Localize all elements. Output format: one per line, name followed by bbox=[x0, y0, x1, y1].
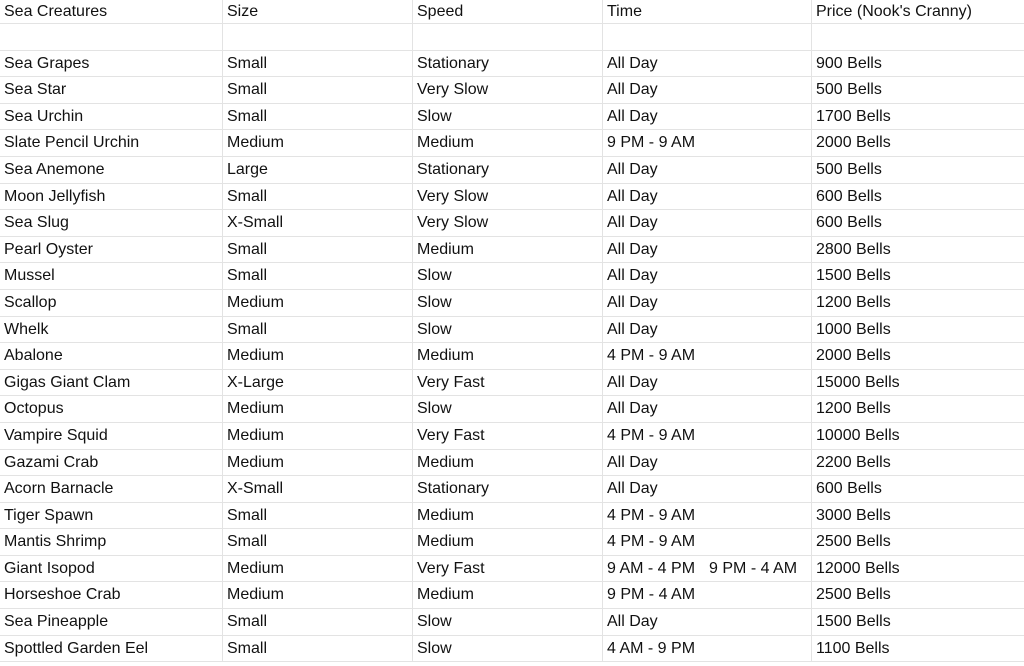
cell-creature[interactable] bbox=[0, 263, 223, 289]
empty-row bbox=[0, 24, 1024, 51]
table-row bbox=[0, 370, 1024, 397]
cell-size[interactable] bbox=[223, 343, 413, 369]
cell-speed-text: Stationary bbox=[417, 54, 490, 72]
cell-creature[interactable] bbox=[0, 556, 223, 582]
header-time[interactable]: Time bbox=[603, 0, 812, 23]
cell-speed-text: Medium bbox=[417, 506, 474, 524]
cell-price[interactable] bbox=[812, 529, 1024, 555]
table-row bbox=[0, 609, 1024, 636]
cell-time[interactable] bbox=[603, 450, 812, 476]
cell-speed-text: Slow bbox=[417, 613, 452, 631]
cell-size[interactable] bbox=[223, 184, 413, 210]
cell-size-text: Small bbox=[227, 320, 268, 338]
cell-creature[interactable] bbox=[0, 210, 223, 236]
cell-price[interactable] bbox=[812, 290, 1024, 316]
cell-size-text: Medium bbox=[227, 293, 284, 311]
cell-price-text: 1700 Bells bbox=[816, 107, 891, 125]
table-row bbox=[0, 77, 1024, 104]
cell-speed[interactable] bbox=[413, 582, 603, 608]
cell-creature[interactable] bbox=[0, 104, 223, 130]
cell-creature-text: Sea Slug bbox=[4, 214, 69, 232]
cell-creature[interactable] bbox=[0, 450, 223, 476]
cell-size[interactable] bbox=[223, 370, 413, 396]
cell-price-text: 500 Bells bbox=[816, 81, 882, 99]
header-row bbox=[0, 0, 1024, 24]
cell-creature-text: Spottled Garden Eel bbox=[4, 639, 149, 657]
cell-size[interactable] bbox=[223, 104, 413, 130]
cell-size-text: Small bbox=[227, 107, 268, 125]
cell-price[interactable] bbox=[812, 396, 1024, 422]
table-row bbox=[0, 450, 1024, 477]
cell-speed[interactable] bbox=[413, 370, 603, 396]
cell-creature-text: Sea Pineapple bbox=[4, 613, 109, 631]
cell-speed-text: Very Slow bbox=[417, 81, 489, 99]
table-body bbox=[0, 51, 1024, 663]
cell-speed-text: Very Fast bbox=[417, 559, 485, 577]
cell-price-text: 900 Bells bbox=[816, 54, 882, 72]
cell-price[interactable] bbox=[812, 184, 1024, 210]
cell-speed[interactable] bbox=[413, 423, 603, 449]
cell-creature[interactable] bbox=[0, 423, 223, 449]
cell-time-text: All Day bbox=[607, 480, 658, 498]
table-row bbox=[0, 556, 1024, 583]
cell-creature-text: Gigas Giant Clam bbox=[4, 373, 131, 391]
cell-creature-text: Moon Jellyfish bbox=[4, 187, 106, 205]
cell-time-text: All Day bbox=[607, 320, 658, 338]
cell-price[interactable] bbox=[812, 157, 1024, 183]
cell-speed-text: Stationary bbox=[417, 480, 490, 498]
cell-creature-text: Horseshoe Crab bbox=[4, 586, 121, 604]
header-speed[interactable]: Speed bbox=[413, 0, 603, 23]
cell-time-text: All Day bbox=[607, 293, 658, 311]
cell-creature-text: Gazami Crab bbox=[4, 453, 99, 471]
cell-time[interactable] bbox=[603, 290, 812, 316]
cell-speed[interactable] bbox=[413, 503, 603, 529]
cell-creature-text: Abalone bbox=[4, 347, 63, 365]
table-row bbox=[0, 51, 1024, 78]
cell-time[interactable] bbox=[603, 636, 812, 662]
cell-creature-text: Vampire Squid bbox=[4, 426, 108, 444]
cell-price-text: 10000 Bells bbox=[816, 426, 900, 444]
cell-price-text: 2500 Bells bbox=[816, 586, 891, 604]
cell-time[interactable] bbox=[603, 503, 812, 529]
cell-size[interactable] bbox=[223, 556, 413, 582]
cell-creature-text: Pearl Oyster bbox=[4, 240, 93, 258]
cell-time[interactable] bbox=[603, 51, 812, 77]
cell-speed[interactable] bbox=[413, 290, 603, 316]
cell-time-text: 9 AM - 4 PM bbox=[607, 559, 696, 577]
cell-price[interactable] bbox=[812, 370, 1024, 396]
cell-size-text: Small bbox=[227, 613, 268, 631]
cell-speed[interactable] bbox=[413, 130, 603, 156]
cell-size-text: Medium bbox=[227, 453, 284, 471]
cell-creature[interactable] bbox=[0, 370, 223, 396]
cell-creature[interactable] bbox=[0, 343, 223, 369]
cell-creature-text: Octopus bbox=[4, 400, 64, 418]
cell-time[interactable] bbox=[603, 157, 812, 183]
table-row bbox=[0, 529, 1024, 556]
cell-price[interactable] bbox=[812, 636, 1024, 662]
cell-time-text: 4 PM - 9 AM bbox=[607, 506, 696, 524]
cell-creature-text: Sea Grapes bbox=[4, 54, 90, 72]
cell-price[interactable] bbox=[812, 210, 1024, 236]
cell-price-text: 2000 Bells bbox=[816, 134, 891, 152]
cell-size[interactable] bbox=[223, 423, 413, 449]
cell-time-text: All Day bbox=[607, 187, 658, 205]
cell-size-text: Small bbox=[227, 506, 268, 524]
cell-speed[interactable] bbox=[413, 263, 603, 289]
cell-speed-text: Very Fast bbox=[417, 426, 485, 444]
cell-speed-text: Very Slow bbox=[417, 187, 489, 205]
table-row bbox=[0, 237, 1024, 264]
cell-speed-text: Slow bbox=[417, 293, 452, 311]
cell-price-text: 2800 Bells bbox=[816, 240, 891, 258]
cell-creature[interactable] bbox=[0, 503, 223, 529]
cell-price-text: 2500 Bells bbox=[816, 533, 891, 551]
cell-speed-text: Slow bbox=[417, 400, 452, 418]
cell-time-text: All Day bbox=[607, 107, 658, 125]
table-row bbox=[0, 396, 1024, 423]
cell-creature[interactable] bbox=[0, 51, 223, 77]
cell-time-text: 9 PM - 4 AM bbox=[607, 586, 696, 604]
cell-speed[interactable] bbox=[413, 210, 603, 236]
cell-time[interactable] bbox=[603, 370, 812, 396]
cell-speed-text: Medium bbox=[417, 240, 474, 258]
cell-creature-text: Sea Urchin bbox=[4, 107, 84, 125]
cell-time[interactable] bbox=[603, 317, 812, 343]
cell-time[interactable] bbox=[603, 423, 812, 449]
empty-cell[interactable] bbox=[223, 24, 413, 50]
cell-size-text: Small bbox=[227, 267, 268, 285]
cell-creature-text: Mussel bbox=[4, 267, 55, 285]
cell-speed[interactable] bbox=[413, 184, 603, 210]
cell-size-text: X-Small bbox=[227, 214, 284, 232]
empty-cell[interactable] bbox=[812, 24, 1024, 50]
cell-speed-text: Stationary bbox=[417, 160, 490, 178]
cell-time-text: All Day bbox=[607, 373, 658, 391]
cell-size[interactable] bbox=[223, 51, 413, 77]
cell-speed-text: Slow bbox=[417, 107, 452, 125]
cell-size[interactable] bbox=[223, 130, 413, 156]
cell-creature[interactable] bbox=[0, 157, 223, 183]
cell-price[interactable] bbox=[812, 423, 1024, 449]
cell-time[interactable] bbox=[603, 104, 812, 130]
cell-time[interactable] bbox=[603, 237, 812, 263]
cell-creature-text: Mantis Shrimp bbox=[4, 533, 107, 551]
cell-time-text: All Day bbox=[607, 453, 658, 471]
cell-time-text: All Day bbox=[607, 240, 658, 258]
cell-time[interactable] bbox=[603, 184, 812, 210]
cell-size-text: Medium bbox=[227, 134, 284, 152]
cell-creature-text: Scallop bbox=[4, 293, 57, 311]
empty-cell[interactable] bbox=[0, 24, 223, 50]
cell-price[interactable] bbox=[812, 343, 1024, 369]
cell-size[interactable] bbox=[223, 636, 413, 662]
cell-price[interactable] bbox=[812, 104, 1024, 130]
cell-speed[interactable] bbox=[413, 396, 603, 422]
cell-time-text: 4 PM - 9 AM bbox=[607, 347, 696, 365]
cell-size-text: Medium bbox=[227, 559, 284, 577]
cell-time-text: All Day bbox=[607, 613, 658, 631]
cell-time[interactable] bbox=[603, 529, 812, 555]
cell-size[interactable] bbox=[223, 263, 413, 289]
cell-price-text: 500 Bells bbox=[816, 160, 882, 178]
cell-speed[interactable] bbox=[413, 636, 603, 662]
cell-time[interactable] bbox=[603, 556, 812, 582]
cell-creature[interactable] bbox=[0, 636, 223, 662]
cell-creature[interactable] bbox=[0, 130, 223, 156]
cell-time[interactable] bbox=[603, 609, 812, 635]
cell-time-text: All Day bbox=[607, 54, 658, 72]
cell-creature-text: Sea Star bbox=[4, 81, 67, 99]
cell-price-text: 600 Bells bbox=[816, 480, 882, 498]
header-sea-creatures[interactable]: Sea Creatures bbox=[0, 0, 223, 23]
cell-price-text: 1500 Bells bbox=[816, 613, 891, 631]
cell-time-text: All Day bbox=[607, 214, 658, 232]
cell-size-text: Small bbox=[227, 81, 268, 99]
cell-size-text: Medium bbox=[227, 586, 284, 604]
cell-speed[interactable] bbox=[413, 51, 603, 77]
cell-size[interactable] bbox=[223, 237, 413, 263]
cell-creature[interactable] bbox=[0, 609, 223, 635]
cell-size[interactable] bbox=[223, 157, 413, 183]
cell-speed[interactable] bbox=[413, 529, 603, 555]
table-row bbox=[0, 104, 1024, 131]
cell-size-text: Medium bbox=[227, 426, 284, 444]
cell-speed[interactable] bbox=[413, 476, 603, 502]
cell-speed[interactable] bbox=[413, 450, 603, 476]
table-row bbox=[0, 476, 1024, 503]
cell-speed-text: Medium bbox=[417, 453, 474, 471]
cell-speed-text: Slow bbox=[417, 320, 452, 338]
cell-creature[interactable] bbox=[0, 290, 223, 316]
cell-size[interactable] bbox=[223, 609, 413, 635]
cell-time-text: All Day bbox=[607, 267, 658, 285]
cell-time-extra-text: 9 PM - 4 AM bbox=[709, 559, 798, 577]
cell-price-text: 600 Bells bbox=[816, 187, 882, 205]
table-row bbox=[0, 157, 1024, 184]
cell-size-text: Small bbox=[227, 187, 268, 205]
cell-price[interactable] bbox=[812, 476, 1024, 502]
cell-size[interactable] bbox=[223, 317, 413, 343]
cell-speed[interactable] bbox=[413, 343, 603, 369]
cell-creature[interactable] bbox=[0, 529, 223, 555]
cell-price[interactable] bbox=[812, 77, 1024, 103]
cell-price-text: 15000 Bells bbox=[816, 373, 900, 391]
cell-size-text: Small bbox=[227, 533, 268, 551]
cell-price[interactable] bbox=[812, 51, 1024, 77]
cell-price[interactable] bbox=[812, 317, 1024, 343]
cell-size-text: X-Small bbox=[227, 480, 284, 498]
cell-price-text: 1500 Bells bbox=[816, 267, 891, 285]
table-row bbox=[0, 184, 1024, 211]
cell-size-text: Small bbox=[227, 639, 268, 657]
cell-time-text: 9 PM - 9 AM bbox=[607, 134, 696, 152]
cell-creature[interactable] bbox=[0, 582, 223, 608]
cell-price-text: 2000 Bells bbox=[816, 347, 891, 365]
cell-time[interactable] bbox=[603, 582, 812, 608]
cell-speed[interactable] bbox=[413, 157, 603, 183]
header-price[interactable]: Price (Nook's Cranny) bbox=[816, 3, 972, 20]
cell-size-text: Large bbox=[227, 160, 268, 178]
cell-creature-text: Acorn Barnacle bbox=[4, 480, 114, 498]
empty-cell[interactable] bbox=[413, 24, 603, 50]
cell-time-text: All Day bbox=[607, 160, 658, 178]
table-row bbox=[0, 317, 1024, 344]
cell-price-text: 600 Bells bbox=[816, 214, 882, 232]
cell-price[interactable] bbox=[812, 503, 1024, 529]
cell-price-text: 1200 Bells bbox=[816, 293, 891, 311]
cell-creature-text: Whelk bbox=[4, 320, 49, 338]
cell-price[interactable] bbox=[812, 609, 1024, 635]
cell-time[interactable] bbox=[603, 77, 812, 103]
cell-size[interactable] bbox=[223, 529, 413, 555]
cell-price[interactable] bbox=[812, 556, 1024, 582]
cell-size[interactable] bbox=[223, 476, 413, 502]
table-row bbox=[0, 582, 1024, 609]
table-row bbox=[0, 423, 1024, 450]
cell-creature[interactable] bbox=[0, 184, 223, 210]
cell-creature[interactable] bbox=[0, 476, 223, 502]
cell-price[interactable] bbox=[812, 237, 1024, 263]
cell-time[interactable] bbox=[603, 343, 812, 369]
cell-speed-text: Slow bbox=[417, 267, 452, 285]
cell-price-text: 1100 Bells bbox=[816, 639, 890, 657]
cell-time[interactable] bbox=[603, 130, 812, 156]
cell-price[interactable] bbox=[812, 582, 1024, 608]
cell-time[interactable] bbox=[603, 476, 812, 502]
cell-speed[interactable] bbox=[413, 77, 603, 103]
cell-time-text: All Day bbox=[607, 81, 658, 99]
cell-price-text: 1000 Bells bbox=[816, 320, 891, 338]
cell-time-text: All Day bbox=[607, 400, 658, 418]
cell-speed-text: Very Fast bbox=[417, 373, 485, 391]
cell-price[interactable] bbox=[812, 450, 1024, 476]
cell-time[interactable] bbox=[603, 396, 812, 422]
cell-time[interactable] bbox=[603, 210, 812, 236]
cell-price-text: 1200 Bells bbox=[816, 400, 891, 418]
cell-price-text: 12000 Bells bbox=[816, 559, 900, 577]
cell-creature[interactable] bbox=[0, 237, 223, 263]
cell-time-text: 4 PM - 9 AM bbox=[607, 426, 696, 444]
cell-size[interactable] bbox=[223, 396, 413, 422]
table-row bbox=[0, 343, 1024, 370]
cell-price[interactable] bbox=[812, 263, 1024, 289]
cell-speed-text: Medium bbox=[417, 533, 474, 551]
cell-creature[interactable] bbox=[0, 77, 223, 103]
cell-speed[interactable] bbox=[413, 237, 603, 263]
cell-speed[interactable] bbox=[413, 556, 603, 582]
cell-speed-text: Medium bbox=[417, 586, 474, 604]
empty-cell[interactable] bbox=[603, 24, 812, 50]
cell-creature[interactable] bbox=[0, 317, 223, 343]
table-row bbox=[0, 290, 1024, 317]
cell-price-text: 3000 Bells bbox=[816, 506, 891, 524]
cell-creature-text: Tiger Spawn bbox=[4, 506, 94, 524]
cell-speed-text: Very Slow bbox=[417, 214, 489, 232]
cell-creature[interactable] bbox=[0, 396, 223, 422]
cell-speed[interactable] bbox=[413, 104, 603, 130]
cell-size-text: Small bbox=[227, 54, 268, 72]
cell-creature-text: Slate Pencil Urchin bbox=[4, 134, 140, 152]
table-row bbox=[0, 263, 1024, 290]
cell-size-text: Medium bbox=[227, 400, 284, 418]
table-row bbox=[0, 636, 1024, 663]
cell-speed-text: Medium bbox=[417, 134, 474, 152]
cell-size-text: Small bbox=[227, 240, 268, 258]
cell-time-text: 4 PM - 9 AM bbox=[607, 533, 696, 551]
cell-time-text: 4 AM - 9 PM bbox=[607, 639, 696, 657]
cell-size[interactable] bbox=[223, 290, 413, 316]
cell-speed[interactable] bbox=[413, 317, 603, 343]
cell-size-text: X-Large bbox=[227, 373, 284, 391]
cell-speed-text: Slow bbox=[417, 639, 452, 657]
cell-size[interactable] bbox=[223, 77, 413, 103]
cell-price-text: 2200 Bells bbox=[816, 453, 891, 471]
cell-size[interactable] bbox=[223, 503, 413, 529]
cell-creature-text: Giant Isopod bbox=[4, 559, 95, 577]
cell-time[interactable] bbox=[603, 263, 812, 289]
header-size[interactable]: Size bbox=[223, 0, 413, 23]
cell-size-text: Medium bbox=[227, 347, 284, 365]
table-row bbox=[0, 130, 1024, 157]
cell-price[interactable] bbox=[812, 130, 1024, 156]
cell-size[interactable] bbox=[223, 582, 413, 608]
table-row bbox=[0, 210, 1024, 237]
cell-creature-text: Sea Anemone bbox=[4, 160, 105, 178]
cell-speed-text: Medium bbox=[417, 347, 474, 365]
cell-size[interactable] bbox=[223, 210, 413, 236]
cell-size[interactable] bbox=[223, 450, 413, 476]
table-row bbox=[0, 503, 1024, 530]
cell-speed[interactable] bbox=[413, 609, 603, 635]
